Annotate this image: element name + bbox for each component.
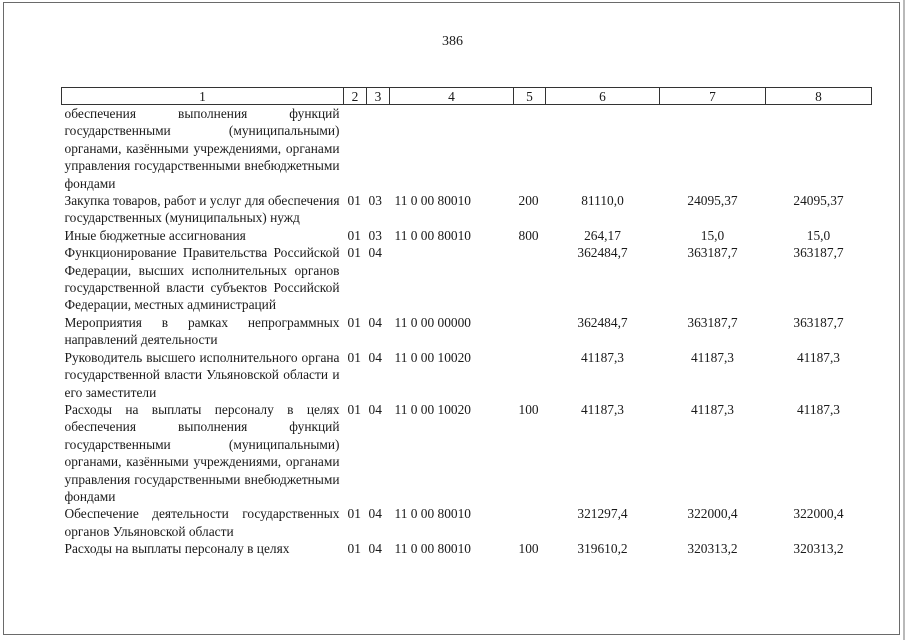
row-name: Расходы на выплаты персоналу в целях обеспечения выполнения функций государственными (муниципальными) органами, казёнными учреждениями, органами управления государственными внебюджетными фондами xyxy=(64,401,340,504)
row-subsection: 04 xyxy=(368,541,382,557)
column-header-subsection: 3 xyxy=(367,88,390,105)
row-year-2: 41187,3 xyxy=(690,401,735,417)
table-row xyxy=(62,105,872,193)
row-expense-type: 100 xyxy=(518,541,539,557)
budget-table xyxy=(61,87,872,558)
table-row xyxy=(62,227,872,244)
row-year-3 xyxy=(766,105,872,193)
row-section: 01 xyxy=(347,245,361,261)
row-section: 01 xyxy=(347,401,361,417)
row-year-2: 41187,3 xyxy=(690,349,735,365)
row-subsection: 04 xyxy=(368,401,382,417)
row-section: 01 xyxy=(347,227,361,243)
row-year-1: 41187,3 xyxy=(580,401,625,417)
row-subsection: 04 xyxy=(368,506,382,522)
row-section: 01 xyxy=(347,349,361,365)
row-target-article: 11 0 00 80010 xyxy=(394,227,471,243)
row-expense-type xyxy=(514,349,546,401)
table-row xyxy=(62,505,872,540)
table-row xyxy=(62,540,872,557)
row-year-2: 363187,7 xyxy=(687,245,738,261)
row-target-article: 11 0 00 80010 xyxy=(394,541,471,557)
row-section: 01 xyxy=(347,506,361,522)
row-expense-type xyxy=(514,314,546,349)
row-name: Руководитель высшего исполнительного органа государственной власти Ульяновской области и его заместители xyxy=(64,349,340,400)
row-name: Функционирование Правительства Российской Федерации, высших исполнительных органов государственной власти субъектов Российской Федерации, местных администраций xyxy=(64,245,340,313)
row-year-1: 362484,7 xyxy=(577,245,628,261)
column-header-year-3: 8 xyxy=(766,88,872,105)
table-row xyxy=(62,401,872,505)
table-header-row xyxy=(62,88,872,105)
row-year-3: 15,0 xyxy=(806,227,831,243)
row-year-1: 41187,3 xyxy=(580,349,625,365)
row-subsection: 04 xyxy=(368,245,382,261)
column-header-section: 2 xyxy=(344,88,367,105)
row-expense-type xyxy=(514,105,546,193)
row-year-1: 362484,7 xyxy=(577,314,628,330)
row-year-1: 264,17 xyxy=(584,227,621,243)
table-row xyxy=(62,244,872,314)
row-year-3: 363187,7 xyxy=(793,314,844,330)
row-expense-type: 200 xyxy=(518,193,539,209)
row-expense-type: 100 xyxy=(518,401,539,417)
row-year-1 xyxy=(546,105,660,193)
row-year-1: 81110,0 xyxy=(581,193,624,209)
column-header-year-1: 6 xyxy=(546,88,660,105)
table-row xyxy=(62,192,872,227)
row-section: 01 xyxy=(347,314,361,330)
column-header-year-2: 7 xyxy=(660,88,766,105)
row-year-1: 321297,4 xyxy=(577,506,628,522)
row-year-2: 363187,7 xyxy=(687,314,738,330)
row-year-3: 363187,7 xyxy=(793,245,844,261)
row-year-2 xyxy=(660,105,766,193)
row-year-3: 24095,37 xyxy=(793,193,844,209)
row-target-article: 11 0 00 10020 xyxy=(394,401,471,417)
row-year-2: 322000,4 xyxy=(687,506,738,522)
table-row xyxy=(62,314,872,349)
row-subsection: 03 xyxy=(368,227,382,243)
row-section: 01 xyxy=(347,193,361,209)
row-name: Обеспечение деятельности государственных органов Ульяновской области xyxy=(64,506,340,539)
row-year-2: 320313,2 xyxy=(687,541,738,557)
column-header-target-article: 4 xyxy=(390,88,514,105)
row-year-3: 41187,3 xyxy=(796,401,841,417)
row-name: обеспечения выполнения функций государственными (муниципальными) органами, казёнными учреждениями, органами управления государственными внебюджетными фондами xyxy=(64,106,340,191)
row-target-article: 11 0 00 00000 xyxy=(394,314,471,330)
column-header-expense-type: 5 xyxy=(514,88,546,105)
row-name: Мероприятия в рамках непрограммных направлений деятельности xyxy=(64,314,340,348)
row-year-3: 41187,3 xyxy=(796,349,841,365)
row-name: Расходы на выплаты персоналу в целях xyxy=(64,541,290,557)
row-section xyxy=(344,105,367,193)
row-section: 01 xyxy=(347,541,361,557)
row-target-article: 11 0 00 80010 xyxy=(394,506,471,522)
row-year-3: 322000,4 xyxy=(793,506,844,522)
row-target-article: 11 0 00 10020 xyxy=(394,349,471,365)
row-name: Иные бюджетные ассигнования xyxy=(64,227,246,243)
row-subsection: 04 xyxy=(368,314,382,330)
row-year-2: 15,0 xyxy=(700,227,725,243)
row-year-1: 319610,2 xyxy=(577,541,628,557)
row-subsection: 03 xyxy=(368,193,382,209)
row-expense-type xyxy=(514,244,546,314)
row-subsection xyxy=(367,105,390,193)
row-target-article: 11 0 00 80010 xyxy=(394,193,471,209)
row-target-article xyxy=(390,105,514,193)
row-expense-type xyxy=(514,505,546,540)
page-number: 386 xyxy=(442,34,463,49)
row-year-2: 24095,37 xyxy=(687,193,738,209)
row-name: Закупка товаров, работ и услуг для обеспечения государственных (муниципальных) нужд xyxy=(64,193,340,226)
table-row xyxy=(62,349,872,401)
row-target-article xyxy=(390,244,514,314)
column-header-name: 1 xyxy=(62,88,344,105)
row-expense-type: 800 xyxy=(518,227,539,243)
row-subsection: 04 xyxy=(368,349,382,365)
row-year-3: 320313,2 xyxy=(793,541,844,557)
